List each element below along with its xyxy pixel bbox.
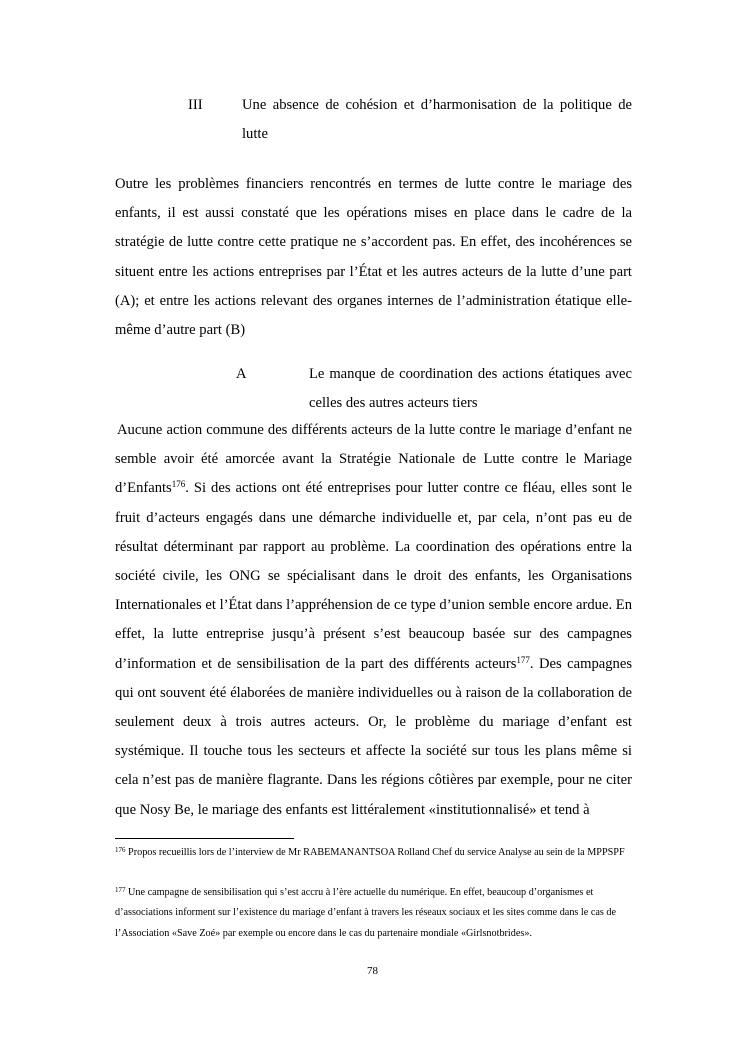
main-paragraph-part-3: . Des campagnes qui ont souvent été élaborées de manière individuelles ou à raison de la collaboration de seulement deux à trois autres acteurs. Or, le problème du mariage d’enfant est systémique. Il touche tous les secteurs et affecte la société sur tous les plans même si cela n’est pas de manière flagrante. Dans les régions côtières par exemple, pour ne citer que Nosy Be, le mariage des enfants est littéralement «institutionnalisé» et tend à	[115, 655, 632, 818]
subsection-title: Le manque de coordination des actions étatiques avec celles des autres acteurs tiers	[309, 366, 632, 411]
intro-paragraph: Outre les problèmes financiers rencontrés en termes de lutte contre le mariage des enfants, il est aussi constaté que les opérations mises en place dans le cadre de la stratégie de lutte contre cette pratique ne s’accordent pas. En effet, des incohérences se situent entre les actions entreprises par l’État et les autres acteurs de la lutte d’une part (A); et entre les actions relevant des organes internes de l’administration étatique elle-même d’autre part (B)	[115, 176, 632, 339]
footnote-ref-177: 177	[516, 654, 530, 665]
main-paragraph-part-1: Aucune action commune des différents acteurs de la lutte contre le mariage d’enfant ne semble avoir été amorcée avant la Stratégie Nationale de Lutte contre le Mariage d’Enfants	[115, 422, 632, 497]
footnote-177	[115, 883, 632, 944]
subsection-letter: A	[236, 366, 247, 382]
footnote-177-number: 177	[115, 886, 126, 894]
main-paragraph-part-2: . Si des actions ont été entreprises pour lutter contre ce fléau, elles sont le fruit d’acteurs engagés dans une démarche individuelle et, par cela, n’ont pas eu de résultat déterminant par rapport au problème. La coordination des opérations entre la société civile, les ONG se spécialisant dans le droit des enfants, les Organisations Internationales et l’État dans l’appréhension de ce type d’union semble encore ardue. En effet, la lutte entreprise jusqu’à présent s’est beaucoup basée sur des campagnes d’information et de sensibilisation de la part des différents acteurs	[115, 480, 632, 672]
section-title: Une absence de cohésion et d’harmonisation de la politique de lutte	[242, 97, 632, 142]
footnote-ref-176: 176	[171, 479, 186, 490]
footnote-176	[115, 843, 632, 863]
page-number: 78	[367, 965, 378, 977]
section-number: III	[188, 97, 203, 113]
footnote-separator	[115, 838, 294, 839]
footnote-176-text: Propos recueillis lors de l’interview de Mr RABEMANANTSOA Rolland Chef du service Analyse au sein de la MPPSPF	[125, 847, 625, 858]
footnote-177-text: Une campagne de sensibilisation qui s’est accru à l’ère actuelle du numérique. En effet, beaucoup d’organismes et d’associations informent sur l’existence du mariage d’enfant à travers les réseaux sociaux et les sites comme dans le cas de l’Association «Save Zoé» par exemple ou encore dans le cas du partenaire mondiale «Girlsnotbrides».	[115, 887, 616, 939]
footnote-176-number: 176	[115, 846, 126, 854]
main-paragraph	[115, 416, 632, 825]
